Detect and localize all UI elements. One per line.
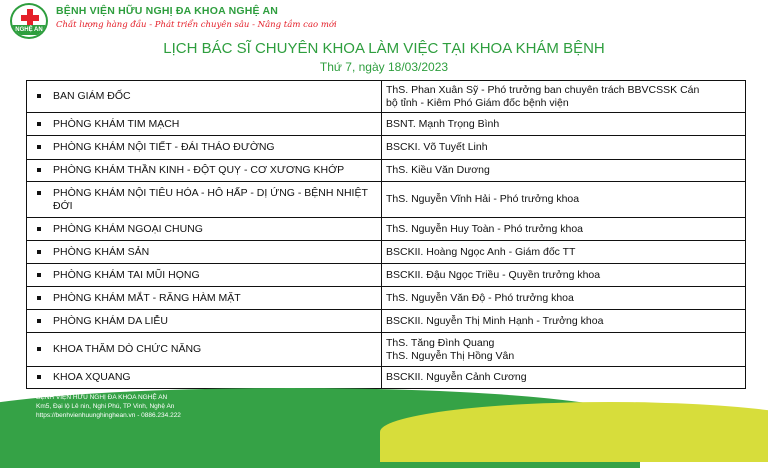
bullet-icon [37,250,41,254]
page-date: Thứ 7, ngày 18/03/2023 [319,60,449,74]
bullet-icon [37,347,41,351]
table-row [27,310,746,333]
header [0,0,768,38]
department-cell [27,81,382,113]
table-row [27,333,746,367]
department-cell [27,333,382,367]
footer-hospital-name: BỆNH VIỆN HỮU NGHỊ ĐA KHOA NGHỆ AN [36,394,168,401]
department-cell [27,367,382,389]
table-row [27,81,746,113]
department-cell [27,287,382,310]
doctor-cell [382,264,746,287]
table-row [27,160,746,182]
bullet-icon [37,145,41,149]
doctor-cell [382,136,746,160]
department-cell [27,264,382,287]
doctor-name: BSCKII. Nguyễn Thị Minh Hạnh - Trưởng khoa [386,314,604,327]
table-row [27,264,746,287]
hospital-slogan: Chất lượng hàng đầu - Phát triển chuyên sâu - Nâng tầm cao mới [56,20,337,30]
bullet-icon [37,273,41,277]
doctor-cell [382,218,746,241]
department-cell [27,113,382,136]
doctor-cell [382,367,746,389]
doctor-name: ThS. Tăng Đình Quang [386,336,495,349]
footer-yellow-wave [380,402,768,462]
hospital-logo [10,3,48,39]
table-row [27,136,746,160]
doctor-cell [382,333,746,367]
doctor-name: BSCKII. Nguyễn Cảnh Cương [386,371,527,383]
bullet-icon [37,94,41,98]
department-name: PHÒNG KHÁM NỘI TIẾT - ĐÁI THÁO ĐƯỜNG [53,141,275,153]
table-row [27,218,746,241]
doctor-cell [382,113,746,136]
department-name: BAN GIÁM ĐỐC [53,90,131,102]
department-cell [27,241,382,264]
footer-contact [36,393,181,420]
footer-address: Km5, Đại lộ Lê nin, Nghi Phú, TP Vinh, Nghệ An [36,403,175,410]
schedule-table [26,80,746,389]
department-name: PHÒNG KHÁM TIM MẠCH [53,117,180,130]
department-cell [27,218,382,241]
doctor-cell [382,81,746,113]
doctor-name: BSCKII. Đậu Ngọc Triều - Quyền trưởng khoa [386,268,601,281]
department-name: PHÒNG KHÁM DA LIỄU [53,314,168,327]
doctor-name: BSNT. Mạnh Trọng Bình [386,117,500,130]
bullet-icon [37,319,41,323]
logo-cross-bar [21,15,39,21]
doctor-cell [382,160,746,182]
department-cell [27,310,382,333]
department-name: PHÒNG KHÁM THẦN KINH - ĐỘT QUỴ - CƠ XƯƠNG KHỚP [53,164,345,176]
doctor-name: ThS. Nguyễn Văn Độ - Phó trưởng khoa [386,291,574,304]
department-name: PHÒNG KHÁM TAI MŨI HỌNG [53,268,200,281]
bullet-icon [37,122,41,126]
department-name: PHÒNG KHÁM NỘI TIÊU HÓA - HÔ HẤP - DỊ ỨNG - BỆNH NHIỆT ĐỚI [53,186,368,212]
doctor-name-line-2: ThS. Nguyễn Thị Hồng Vân [386,349,515,362]
footer-website-phone: https://benhvienhuunghinghean.vn - 0886.234.222 [36,412,181,419]
doctor-name: BSCKI. Võ Tuyết Linh [386,141,488,153]
department-cell [27,160,382,182]
table-row [27,367,746,389]
doctor-cell [382,241,746,264]
bullet-icon [37,375,41,379]
department-name: PHÒNG KHÁM NGOẠI CHUNG [53,222,203,235]
table-row [27,113,746,136]
department-name: PHÒNG KHÁM MẮT - RĂNG HÀM MẶT [53,291,241,304]
doctor-name: ThS. Kiều Văn Dương [386,164,490,176]
doctor-name: BSCKII. Hoàng Ngọc Anh - Giám đốc TT [386,245,576,258]
bullet-icon [37,296,41,300]
logo-text: NGHỆ AN [12,25,46,35]
table-row [27,182,746,218]
doctor-name: ThS. Nguyễn Vĩnh Hải - Phó trưởng khoa [386,193,580,205]
bullet-icon [37,227,41,231]
doctor-cell [382,182,746,218]
page-title: LỊCH BÁC SĨ CHUYÊN KHOA LÀM VIỆC TẠI KHOA KHÁM BỆNH [163,40,605,57]
doctor-name: ThS. Nguyễn Huy Toàn - Phó trưởng khoa [386,222,583,235]
table-row [27,241,746,264]
department-name: KHOA THĂM DÒ CHỨC NĂNG [53,343,202,355]
bullet-icon [37,191,41,195]
doctor-cell [382,287,746,310]
table-row [27,287,746,310]
doctor-cell [382,310,746,333]
hospital-name: BỆNH VIỆN HỮU NGHỊ ĐA KHOA NGHỆ AN [56,5,279,17]
department-name: KHOA XQUANG [53,371,131,383]
department-cell [27,182,382,218]
bullet-icon [37,168,41,172]
doctor-name: ThS. Phan Xuân Sỹ - Phó trưởng ban chuyên trách BBVCSSK Cán [386,83,700,96]
department-name: PHÒNG KHÁM SẢN [53,245,150,258]
doctor-name-line-2: bộ tỉnh - Kiêm Phó Giám đốc bệnh viện [386,96,569,109]
department-cell [27,136,382,160]
